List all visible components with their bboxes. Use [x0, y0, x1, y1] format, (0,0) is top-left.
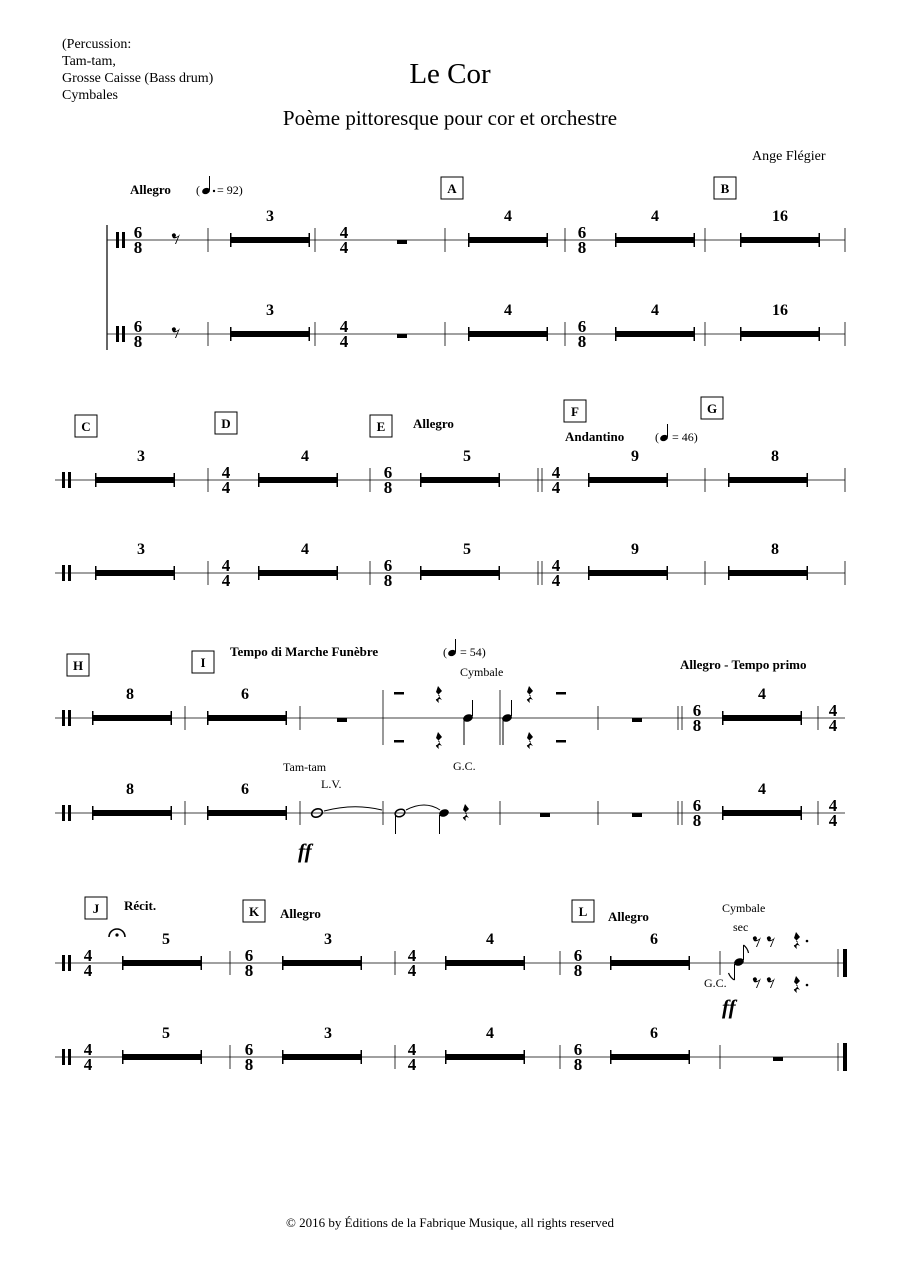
svg-text:8: 8: [573, 1055, 583, 1074]
svg-text:4: 4: [221, 463, 231, 482]
svg-text:4: 4: [828, 701, 838, 720]
tempo-marking: Allegro: [130, 182, 171, 197]
composer-name: Ange Flégier: [752, 149, 826, 164]
svg-text:8: 8: [244, 961, 254, 980]
dynamic-marking: ff: [722, 995, 736, 1019]
svg-text:4: 4: [551, 478, 561, 497]
rehearsal-mark: G: [706, 401, 718, 416]
copyright-footer: © 2016 by Éditions de la Fabrique Musique, all rights reserved: [286, 1215, 614, 1230]
instrument-label: G.C.: [453, 759, 476, 773]
svg-text:8: 8: [573, 961, 583, 980]
svg-text:4: 4: [551, 571, 561, 590]
multirest-count: 5: [463, 448, 471, 465]
multirest-count: 5: [162, 1025, 170, 1042]
rehearsal-mark: C: [81, 419, 91, 434]
rehearsal-mark: B: [720, 181, 730, 196]
multirest-count: 9: [631, 448, 639, 465]
svg-text:4: 4: [339, 238, 349, 257]
multirest-count: 9: [631, 541, 639, 558]
instrument-label: G.C.: [704, 976, 727, 990]
svg-text:4: 4: [407, 1055, 417, 1074]
multirest-count: 8: [771, 541, 779, 558]
svg-text:4: 4: [551, 556, 561, 575]
system-4: [55, 897, 847, 1074]
tempo-marking: Récit.: [124, 898, 157, 913]
svg-text:8: 8: [692, 811, 702, 830]
svg-text:4: 4: [551, 463, 561, 482]
instrument-label: L.V.: [321, 777, 342, 791]
rehearsal-mark: F: [571, 404, 579, 419]
multirest-count: 4: [651, 208, 659, 225]
svg-text:8: 8: [133, 332, 143, 351]
rehearsal-mark: A: [447, 181, 457, 196]
svg-text:8: 8: [577, 238, 587, 257]
rehearsal-mark: D: [221, 416, 231, 431]
svg-text:4: 4: [407, 1040, 417, 1059]
svg-text:4: 4: [221, 478, 231, 497]
multirest-count: 4: [504, 302, 512, 319]
svg-text:4: 4: [407, 946, 417, 965]
svg-text:6: 6: [383, 463, 393, 482]
multirest-count: 6: [241, 781, 249, 798]
instrumentation-line-3: Grosse Caisse (Bass drum): [62, 71, 214, 86]
rehearsal-mark: H: [72, 658, 84, 673]
instrumentation-line-4: Cymbales: [62, 88, 118, 103]
tempo-marking: Andantino: [565, 429, 625, 444]
multirest-count: 3: [137, 448, 145, 465]
svg-text:6: 6: [244, 1040, 254, 1059]
multirest-count: 5: [162, 931, 170, 948]
svg-text:6: 6: [577, 223, 587, 242]
svg-text:6: 6: [133, 223, 143, 242]
system-3: [55, 639, 845, 863]
rehearsal-mark: I: [200, 655, 206, 670]
instrument-label: sec: [733, 920, 749, 934]
quarter-note-icon: [659, 424, 669, 442]
system-2: [55, 397, 845, 590]
svg-text:4: 4: [83, 946, 93, 965]
rehearsal-mark: K: [248, 904, 260, 919]
svg-text:4: 4: [339, 223, 349, 242]
multirest-count: 4: [301, 448, 309, 465]
multirest-count: 4: [486, 931, 494, 948]
multirest-count: 4: [504, 208, 512, 225]
rehearsal-mark: L: [578, 904, 588, 919]
metronome-value: = 46): [672, 430, 698, 444]
multirest-count: 16: [772, 208, 788, 225]
svg-text:(: (: [443, 645, 447, 659]
instrument-label: Cymbale: [460, 665, 504, 679]
page-title: Le Cor: [409, 58, 491, 90]
svg-text:8: 8: [383, 571, 393, 590]
multirest-count: 6: [650, 1025, 658, 1042]
tempo-marking: Allegro: [280, 906, 321, 921]
tempo-marking: Allegro: [413, 416, 454, 431]
svg-text:6: 6: [133, 317, 143, 336]
svg-text:6: 6: [692, 796, 702, 815]
multirest-count: 6: [650, 931, 658, 948]
svg-text:6: 6: [573, 946, 583, 965]
multirest-count: 3: [324, 931, 332, 948]
svg-text:4: 4: [339, 317, 349, 336]
multirest-count: 3: [324, 1025, 332, 1042]
svg-text:(: (: [655, 430, 659, 444]
metronome-value: = 92): [217, 183, 243, 197]
system-1: [107, 176, 845, 351]
svg-text:4: 4: [828, 716, 838, 735]
svg-text:8: 8: [692, 716, 702, 735]
multirest-count: 3: [137, 541, 145, 558]
svg-text:4: 4: [83, 1055, 93, 1074]
svg-text:6: 6: [383, 556, 393, 575]
svg-text:4: 4: [221, 556, 231, 575]
multirest-count: 8: [126, 686, 134, 703]
svg-text:4: 4: [339, 332, 349, 351]
svg-text:6: 6: [244, 946, 254, 965]
svg-text:4: 4: [83, 1040, 93, 1059]
rehearsal-mark: E: [376, 419, 386, 434]
instrumentation-line-1: (Percussion:: [62, 37, 132, 52]
multirest-count: 3: [266, 208, 274, 225]
tempo-marking: Tempo di Marche Funèbre: [230, 644, 379, 659]
multirest-count: 8: [126, 781, 134, 798]
multirest-count: 6: [241, 686, 249, 703]
svg-text:4: 4: [828, 811, 838, 830]
instrumentation-line-2: Tam-tam,: [62, 54, 116, 69]
svg-text:6: 6: [577, 317, 587, 336]
multirest-count: 3: [266, 302, 274, 319]
svg-text:8: 8: [383, 478, 393, 497]
svg-text:4: 4: [828, 796, 838, 815]
multirest-count: 4: [301, 541, 309, 558]
quarter-note-icon: [447, 639, 457, 657]
metronome-value: = 54): [460, 645, 486, 659]
multirest-count: 5: [463, 541, 471, 558]
instrument-label: Tam-tam: [283, 760, 327, 774]
tempo-marking: Allegro - Tempo primo: [680, 657, 807, 672]
multirest-count: 4: [486, 1025, 494, 1042]
svg-text:8: 8: [133, 238, 143, 257]
svg-text:6: 6: [692, 701, 702, 720]
tempo-marking: Allegro: [608, 909, 649, 924]
multirest-count: 4: [651, 302, 659, 319]
instrument-label: Cymbale: [722, 901, 766, 915]
svg-text:8: 8: [244, 1055, 254, 1074]
multirest-count: 8: [771, 448, 779, 465]
svg-text:4: 4: [83, 961, 93, 980]
svg-text:8: 8: [577, 332, 587, 351]
svg-text:6: 6: [573, 1040, 583, 1059]
svg-text:4: 4: [221, 571, 231, 590]
dynamic-marking: ff: [298, 839, 312, 863]
dotted-quarter-note-icon: [201, 176, 215, 195]
rehearsal-mark: J: [92, 901, 100, 916]
page-subtitle: Poème pittoresque pour cor et orchestre: [282, 106, 618, 130]
svg-text:(: (: [196, 183, 200, 197]
svg-text:4: 4: [407, 961, 417, 980]
multirest-count: 16: [772, 302, 788, 319]
multirest-count: 4: [758, 781, 766, 798]
multirest-count: 4: [758, 686, 766, 703]
